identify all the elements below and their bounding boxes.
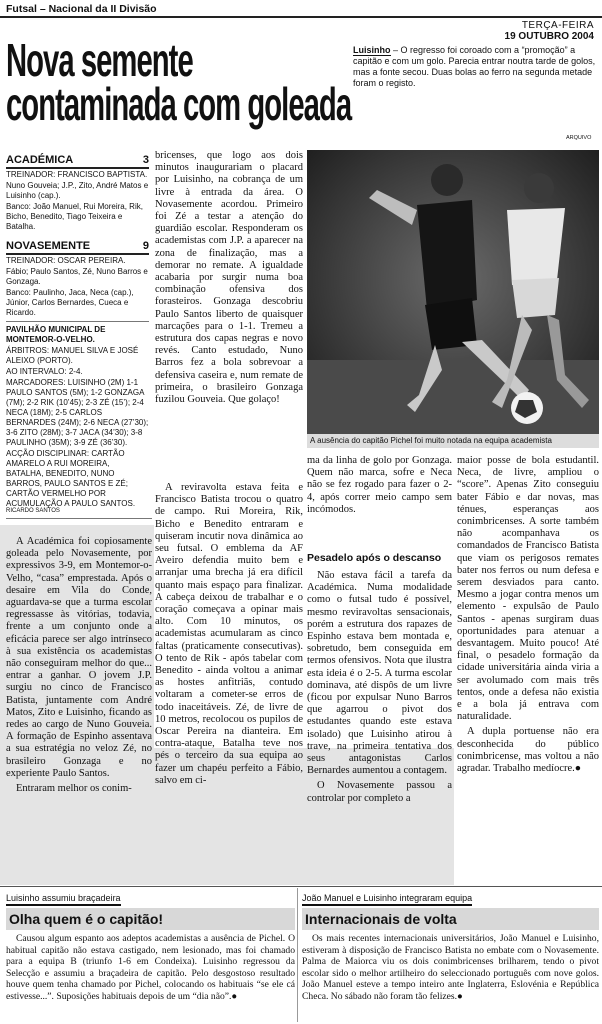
bottom-rule (0, 886, 602, 887)
article-column-3-bottom (307, 570, 452, 808)
team1-lineup: Nuno Gouveia; J.P., Zito, André Matos e Luisinho (cap.). (6, 181, 149, 200)
author-credit: RICARDO SANTOS (6, 508, 60, 514)
team1-row (6, 154, 149, 169)
date: 19 OUTUBRO 2004 (504, 31, 594, 42)
article-paragraph: Não estava fácil a tarefa da Académica. Numa modalidade como o futsal tudo é possível, mesmo reviravoltas sensacionais, porém a estrutura dos rapazes de Espinho estava bem montada e, sobretudo, bem conseguida em termos ofensivos. Nota que ilustra esta ideia é o 2-5. A turma escolar dominava, até dispôs de um livre (ficou por expulsar Nuno Barros que agarrou o pivot dos estudantes quando este estava isolado) que Luisinho atirou à trave, na primeira tentativa dos seus antagonistas Carlos Bernardes aumentou a contagem. (307, 570, 452, 777)
lead-name: Luisinho (353, 45, 391, 55)
team2-lineup: Fábio; Paulo Santos, Zé, Nuno Barros e Gonzaga. (6, 267, 148, 286)
factbox-divider (6, 321, 149, 322)
box-left-title: Olha quem é o capitão! (6, 908, 295, 930)
photo-credit: ARQUIVO (566, 135, 592, 141)
scorers: MARCADORES: LUISINHO (2M) 1-1 PAULO SANTOS (5M); 1-2 GONZAGA (7M); 2-2 RIK (10’45); 2-3 ZÉ (15’); 2-4 NECA (18M); 2-5 CARLOS BERNARDES (24M); 2-6 NECA (27’30); 3-6 ZITO (28M); 3-7 JACA (34’30); 3-8 PAULINHO (35M); 3-9 ZÉ (36’30). (6, 378, 149, 447)
headline (6, 34, 352, 130)
box-left-kicker: Luisinho assumiu braçadeira (6, 893, 121, 906)
photo-caption: A ausência do capitão Pichel foi muito notada na equipa academista (307, 434, 599, 448)
headline-line1: Nova semente (6, 34, 193, 86)
article-paragraph: A dupla portuense não era desconhecida do público conimbricense, mas voltou a não agradar. Trabalho medíocre.● (457, 726, 599, 775)
team2-row (6, 240, 149, 255)
article-subhead: Pesadelo após o descanso (307, 552, 442, 564)
box-divider (297, 888, 298, 1022)
article-paragraph: A reviravolta estava feita e Francisco Batista trocou o quatro de campo. Rui Moreira, Rik, Bicho e Benedito entraram e quiseram incutir nova dinâmica ao seu futsal. O emblema da AF Aveiro defendia muito bem e arranjar uma brecha já era difícil quanto mais espaço para finalizar. A cabeça deixou de trabalhar e o coração começava a opinar mais alto. Com 10 minutos, os academistas acumularam as cinco faltas (praticamente consecutivas). O tento de Rik - após tabelar com Benedito - ainda voltou a animar as hostes anfitriãs, contudo voltaram a cometer-se erros de todo inaceitáveis. Zé, de livre de 10 metros, recolocou os pupilos de Oscar Pereira na dianteira. Em contra-ataque, Batalha teve nos pés o terceiro da sua equipa ao fazer um chapéu perfeito a Fábio, salvo em ci- (155, 482, 303, 786)
sidebar-box-captain (6, 888, 295, 1022)
top-rule (0, 16, 602, 18)
article-paragraph: O Novasemente passou a controlar por completo a (307, 780, 452, 804)
match-factbox (6, 150, 149, 509)
team1-coach: TREINADOR: FRANCISCO BAPTISTA. (6, 170, 148, 179)
article-paragraph: A Académica foi copiosamente goleada pelo Novasemente, por expressivos 3-9, em Montemor-o-Velho, “casa” emprestada. Após o desaire em Vila do Conde, aguardava-se que a turma escolar regressasse às vitórias, todavia, frente a um conjunto onde a eficácia parece ser algo intrínseco à sua existência os academistas não conseguiram melhor do que... entrar a ganhar. O jovem J.P. surgiu no cinco de Francisco Batista, juntamente com André Matos, Zito e Luisinho, ficando as redes ao cargo de Nuno Gouveia. A formação de Espinho assentava a sua estratégia no veloz Zé, no brasileiro Gonzaga e no experiente Paulo Santos. (6, 536, 152, 779)
headline-line2: contaminada com goleada (6, 78, 352, 130)
discipline: ACÇÃO DISCIPLINAR: CARTÃO AMARELO A RUI MOREIRA, BATALHA, BENEDITO, NUNO BARROS, PAULO SANTOS E ZÉ; CARTÃO VERMELHO POR ACUMULAÇÃO A PAULO SANTOS. (6, 449, 136, 508)
article-column-4 (457, 455, 599, 778)
photo-illustration (307, 150, 599, 435)
referees: ÁRBITROS: MANUEL SILVA E JOSÉ ALEIXO (PORTO). (6, 346, 139, 365)
team2-score: 9 (142, 240, 149, 252)
article-paragraph: maior posse de bola estudantil. Neca, de livre, ampliou o “score”. Apenas Zito conseguiu bater Fábio e dar novas, mas ténues, esperanças aos conimbricenses. A sorte também não acompanhava os comandados de Francisco Batista que viam os perigosos remates bater nos ferros ou num defesa e serem desviados para canto. Mesmo a jogar contra menos um elemento - expulsão de Paulo Santos - apenas surgiram duas oportunidades para atenuar a desvantagem. Muito pouco! Até final, o pesadelo formação da cidade universitária ainda viria a ser avolumado com mais três tentos, onde a defesa não existia e a bola já entrava com naturalidade. (457, 455, 599, 723)
article-paragraph: Entraram melhor os conim- (16, 783, 132, 795)
section-label: Futsal – Nacional da II Divisão (6, 3, 157, 15)
box-right-body: Os mais recentes internacionais universitários, João Manuel e Luisinho, estiveram à disposição de Francisco Batista no embate com o Novasemente. Palma de Maiorca viu os dois conimbricenses brilharem, tendo o pivot escolar sido o melhor artilheiro do seleccionado português com nove golos. João Manuel esteve a tempo inteiro ante Inglaterra, Eslovénia e República Checa. No sábado não foram tão felizes.● (302, 933, 599, 1002)
team1-score: 3 (142, 154, 149, 166)
factbox-bottom-rule (6, 518, 152, 519)
sidebar-box-internationals (302, 888, 599, 1022)
match-photo (307, 150, 599, 435)
box-right-kicker: João Manuel e Luisinho integraram equipa (302, 893, 472, 906)
team1-bench: Banco: João Manuel, Rui Moreira, Rik, Bicho, Benedito, Tiago Teixeira e Batalha. (6, 202, 143, 231)
article-column-1 (6, 536, 152, 798)
date-block (505, 20, 594, 42)
team2-coach: TREINADOR: OSCAR PEREIRA. (6, 256, 126, 265)
article-column-2-bottom (155, 482, 303, 790)
team1-name: ACADÉMICA (6, 154, 74, 166)
team2-name: NOVASEMENTE (6, 240, 91, 252)
article-paragraph: ma da linha de golo por Gonzaga. Quem não marca, sofre e Neca não se fez rogado para fazer o 2-4, após correr meio campo sem incómodos. (307, 455, 452, 515)
weekday: TERÇA-FEIRA (521, 20, 594, 31)
box-right-title: Internacionais de volta (302, 908, 599, 930)
team2-bench: Banco: Paulinho, Jaca, Neca (cap.), Júnior, Carlos Bernardes, Cueca e Ricardo. (6, 288, 134, 317)
article-column-3-top (307, 455, 452, 519)
article-paragraph: bricenses, que logo aos dois minutos inaugurariam o placard por Luisinho, na cobrança de um livre à entrada da área. O Novasemente acordou. Primeiro foi Zé a testar a atenção do guardião escolar. Responderam os academistas com J.P. a aparecer na zona de finalização, mas a demorar no remate. A igualdade acabaria por surgir numa boa combinação ofensiva dos forasteiros. Gonzaga descobriu Paulo Santos liberto de quaisquer marcações para o 1-1. Tremeu a estrutura dos capas negras e novo revés. Canto estudado, Nuno Barros fez a bola sobrevoar a defensiva caseira e, num remate de primeira, o brasileiro Gonzaga fuzilou Gouveia. Que golaço! (155, 150, 303, 406)
box-left-body: Causou algum espanto aos adeptos academistas a ausência de Pichel. O habitual capitão não estava castigado, nem lesionado, mas foi chamado para a equipa B (triunfo 1-6 em Condeixa). Luisinho regressou da Selecção e assumiu a braçadeira de capitão. Pelo desgostoso resultado houve quem tenha chamado por Pichel, colocando os habituais “se ele cá estivesse...”. Suposições habituais depois de um “dia não”.● (6, 933, 295, 1002)
venue: PAVILHÃO MUNICIPAL DE MONTEMOR-O-VELHO. (6, 325, 106, 344)
lead-text: – O regresso foi coroado com a “promoção” a capitão e com um golo. Parecia entrar noutra tarde de golos, mas a fonte secou. Duas bolas ao ferro na segunda metade foram o registo. (353, 45, 596, 88)
lead-paragraph (353, 45, 597, 89)
article-column-2-top (155, 150, 303, 409)
halftime: AO INTERVALO: 2-4. (6, 367, 83, 376)
